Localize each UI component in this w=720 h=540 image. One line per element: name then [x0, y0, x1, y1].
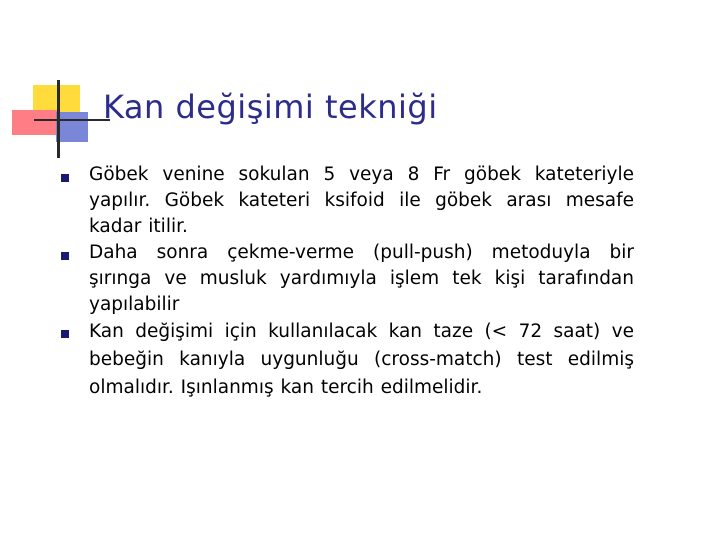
bullet-item: [0, 162, 634, 240]
bullet-text: Kan değişimi için kullanılacak kan taze (< 72 saat) ve bebeğin kanıyla uygunluğu (cross-match) test edilmiş olmalıdır. Işınlanmış kan tercih edilmelidir.: [89, 321, 634, 398]
bullet-text: Göbek venine sokulan 5 veya 8 Fr göbek kateteriyle yapılır. Göbek kateteri ksifoid ile göbek arası mesafe kadar itilir.: [89, 164, 634, 237]
logo-red-block: [12, 110, 59, 135]
square-bullet-icon: [61, 252, 69, 260]
bullet-list: [0, 162, 634, 402]
slide-logo: [0, 0, 110, 170]
slide-title: Kan değişimi tekniği: [103, 88, 438, 126]
bullet-item: [0, 240, 634, 318]
square-bullet-icon: [61, 330, 69, 338]
bullet-item: [0, 318, 634, 402]
bullet-text: Daha sonra çekme-verme (pull-push) metoduyla bir şırınga ve musluk yardımıyla işlem tek kişi tarafından yapılabilir: [89, 242, 634, 315]
logo-horizontal-line: [34, 119, 110, 121]
logo-blue-block: [56, 112, 88, 142]
square-bullet-icon: [61, 174, 69, 182]
